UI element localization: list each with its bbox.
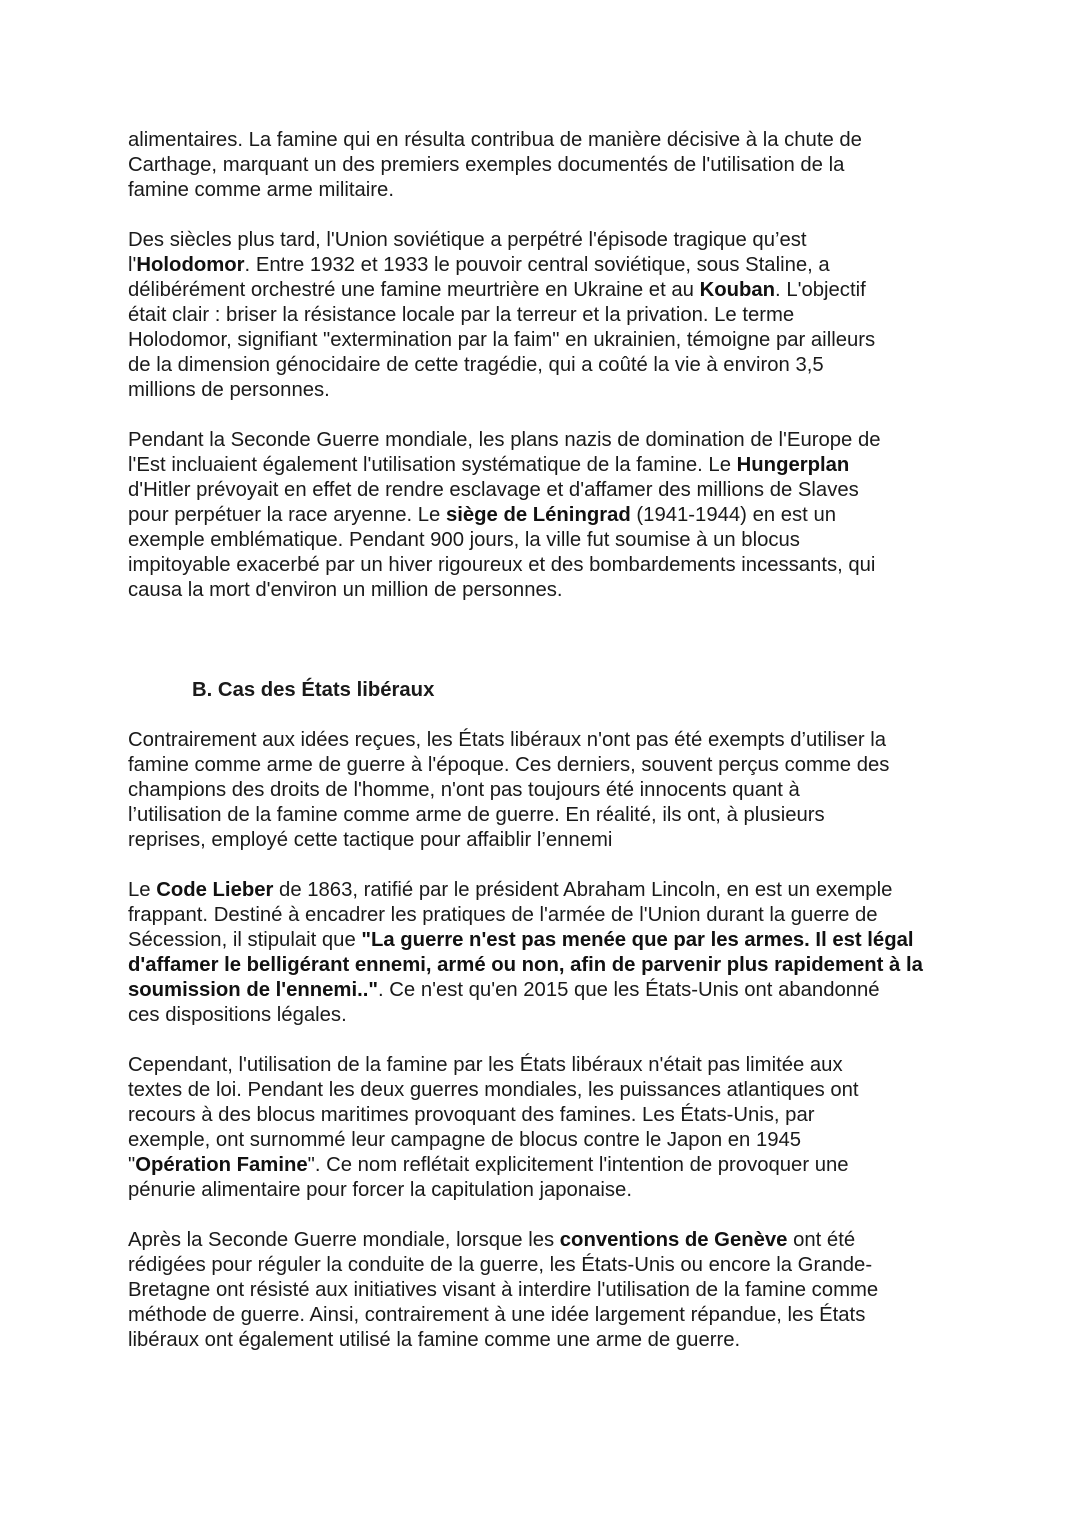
paragraph-blocus — [128, 1053, 958, 1203]
text-line — [128, 228, 958, 253]
text-run: textes de loi. Pendant les deux guerres mondiales, les puissances atlantiques ont — [128, 1079, 859, 1101]
text-run: Cependant, l'utilisation de la famine par les États libéraux n'était pas limitée aux — [128, 1054, 843, 1076]
text-run: impitoyable exacerbé par un hiver rigoureux et des bombardements incessants, qui — [128, 554, 876, 576]
text-line — [128, 1003, 958, 1028]
text-line — [128, 153, 958, 178]
text-run: rédigées pour réguler la conduite de la guerre, les États-Unis ou encore la Grande- — [128, 1254, 873, 1276]
section-spacer — [128, 628, 958, 678]
paragraph-lieber — [128, 878, 958, 1028]
text-line — [128, 478, 958, 503]
text-run: l' — [128, 254, 137, 276]
text-run: Pendant la Seconde Guerre mondiale, les plans nazis de domination de l'Europe de — [128, 429, 881, 451]
text-line — [128, 1078, 958, 1103]
text-line — [128, 903, 958, 928]
text-line — [128, 128, 958, 153]
bold-text: Opération Famine — [135, 1154, 308, 1176]
text-run: libéraux ont également utilisé la famine comme une arme de guerre. — [128, 1329, 741, 1351]
bold-text: Holodomor — [136, 254, 245, 276]
text-run: (1941-1944) en est un — [630, 504, 837, 526]
text-line — [128, 1178, 958, 1203]
text-line — [128, 378, 958, 403]
bold-text: d'affamer le belligérant ennemi, armé ou non, afin de parvenir plus rapidement à la — [128, 954, 923, 976]
bold-text: Kouban — [699, 279, 776, 301]
paragraph-hungerplan — [128, 428, 958, 603]
text-line — [128, 1128, 958, 1153]
text-line — [128, 728, 958, 753]
text-line — [128, 253, 958, 278]
text-line — [128, 1303, 958, 1328]
text-run: l’utilisation de la famine comme arme de guerre. En réalité, ils ont, à plusieurs — [128, 804, 825, 826]
document-page — [128, 128, 958, 1378]
text-run: Le — [128, 879, 157, 901]
text-line — [128, 803, 958, 828]
text-run: de la dimension génocidaire de cette tragédie, qui a coûté la vie à environ 3,5 — [128, 354, 824, 376]
text-line — [128, 178, 958, 203]
text-run: champions des droits de l'homme, n'ont pas toujours été innocents quant à — [128, 779, 800, 801]
paragraphs-after-heading — [128, 728, 958, 1353]
text-line — [128, 428, 958, 453]
bold-text: Hungerplan — [736, 454, 850, 476]
bold-text: Code Lieber — [156, 879, 274, 901]
text-run: . L'objectif — [775, 279, 866, 301]
text-run: de 1863, ratifié par le président Abraham Lincoln, en est un exemple — [273, 879, 893, 901]
text-run: . Ce n'est qu'en 2015 que les États-Unis ont abandonné — [377, 979, 880, 1001]
text-line — [128, 1103, 958, 1128]
paragraph-holodomor — [128, 228, 958, 403]
text-run: l'Est incluaient également l'utilisation systématique de la famine. Le — [128, 454, 737, 476]
text-run: frappant. Destiné à encadrer les pratiques de l'armée de l'Union durant la guerre de — [128, 904, 878, 926]
text-line — [128, 578, 958, 603]
text-line — [128, 878, 958, 903]
text-line — [128, 978, 958, 1003]
text-run: méthode de guerre. Ainsi, contrairement à une idée largement répandue, les États — [128, 1304, 866, 1326]
text-run: Holodomor, signifiant "extermination par la faim" en ukrainien, témoigne par ailleurs — [128, 329, 876, 351]
text-line — [128, 278, 958, 303]
text-run: alimentaires. La famine qui en résulta contribua de manière décisive à la chute de — [128, 129, 862, 151]
text-run: " — [128, 1154, 136, 1176]
text-run: Des siècles plus tard, l'Union soviétique a perpétré l'épisode tragique qu’est — [128, 229, 807, 251]
text-run: ces dispositions légales. — [128, 1004, 347, 1026]
text-run: reprises, employé cette tactique pour affaiblir l’ennemi — [128, 829, 613, 851]
text-line — [128, 1328, 958, 1353]
text-line — [128, 1228, 958, 1253]
bold-text: conventions de Genève — [559, 1229, 788, 1251]
paragraphs-before-heading — [128, 128, 958, 603]
text-line — [128, 1278, 958, 1303]
text-run: causa la mort d'environ un million de personnes. — [128, 579, 563, 601]
text-run: Après la Seconde Guerre mondiale, lorsque les — [128, 1229, 560, 1251]
text-run: ". Ce nom reflétait explicitement l'intention de provoquer une — [307, 1154, 849, 1176]
text-line — [128, 453, 958, 478]
bold-text: "La guerre n'est pas menée que par les armes. Il est légal — [361, 929, 914, 951]
text-run: pour perpétuer la race aryenne. Le — [128, 504, 446, 526]
bold-text: siège de Léningrad — [445, 504, 631, 526]
section-heading: B. Cas des États libéraux — [192, 679, 435, 701]
text-line — [128, 503, 958, 528]
text-run: millions de personnes. — [128, 379, 330, 401]
text-line — [128, 753, 958, 778]
text-line — [128, 528, 958, 553]
text-run: d'Hitler prévoyait en effet de rendre esclavage et d'affamer des millions de Slaves — [128, 479, 859, 501]
text-line — [128, 828, 958, 853]
text-line — [128, 1053, 958, 1078]
paragraph-carthage — [128, 128, 958, 203]
text-run: exemple emblématique. Pendant 900 jours, la ville fut soumise à un blocus — [128, 529, 800, 551]
text-run: Carthage, marquant un des premiers exemples documentés de l'utilisation de la — [128, 154, 845, 176]
text-run: Contrairement aux idées reçues, les États libéraux n'ont pas été exempts d’utiliser la — [128, 729, 887, 751]
bold-text: soumission de l'ennemi.." — [128, 979, 378, 1001]
text-run: pénurie alimentaire pour forcer la capitulation japonaise. — [128, 1179, 632, 1201]
text-line — [128, 1253, 958, 1278]
text-run: Sécession, il stipulait que — [128, 929, 362, 951]
text-line — [128, 353, 958, 378]
text-line — [128, 328, 958, 353]
text-run: recours à des blocus maritimes provoquant des famines. Les États-Unis, par — [128, 1104, 815, 1126]
text-run: Bretagne ont résisté aux initiatives visant à interdire l'utilisation de la famine comme — [128, 1279, 879, 1301]
text-run: exemple, ont surnommé leur campagne de blocus contre le Japon en 1945 — [128, 1129, 802, 1151]
text-line — [128, 303, 958, 328]
text-run: ont été — [787, 1229, 856, 1251]
text-line — [128, 778, 958, 803]
text-line — [128, 953, 958, 978]
paragraph-liberal-intro — [128, 728, 958, 853]
text-line — [128, 928, 958, 953]
paragraph-geneve — [128, 1228, 958, 1353]
text-line — [128, 553, 958, 578]
text-run: . Entre 1932 et 1933 le pouvoir central soviétique, sous Staline, a — [244, 254, 830, 276]
text-run: délibérément orchestré une famine meurtrière en Ukraine et au — [128, 279, 700, 301]
text-line — [128, 1153, 958, 1178]
text-run: famine comme arme de guerre à l'époque. Ces derniers, souvent perçus comme des — [128, 754, 890, 776]
text-run: était clair : briser la résistance locale par la terreur et la privation. Le terme — [128, 304, 795, 326]
text-run: famine comme arme militaire. — [128, 179, 394, 201]
